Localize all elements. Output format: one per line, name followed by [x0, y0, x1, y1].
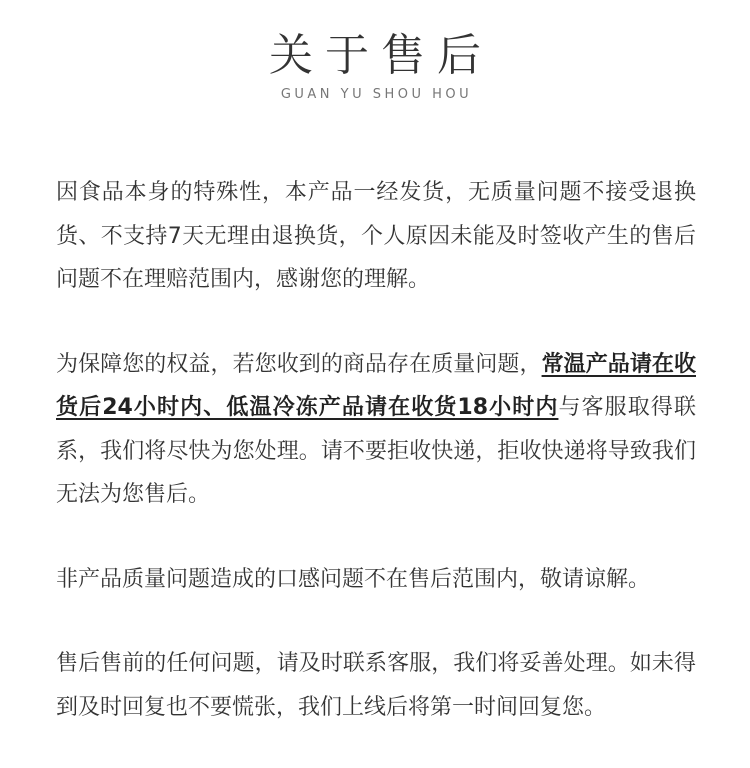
policy-paragraph-quality	[56, 343, 696, 517]
quality-text-after: 与客服取得联系，我们将尽快为您处理。请不要拒收快递，拒收快递将导致我们无法为您售后。	[56, 395, 696, 507]
after-sales-policy	[56, 171, 696, 729]
page-title: 关于售后	[269, 30, 493, 81]
page-subtitle: GUAN YU SHOU HOU	[280, 87, 473, 102]
policy-paragraph-contact: 售后售前的任何问题，请及时联系客服，我们将妥善处理。如未得到及时回复也不要慌张，我们上线后将第一时间回复您。	[56, 651, 696, 720]
page-header	[0, 28, 750, 104]
policy-paragraph-taste: 非产品质量问题造成的口感问题不在售后范围内，敬请谅解。	[56, 566, 651, 592]
contact-deadline-highlight: 常温产品请在收货后24小时内、低温冷冻产品请在收货18小时内	[56, 351, 696, 420]
policy-paragraph-returns: 因食品本身的特殊性，本产品一经发货，无质量问题不接受退换货、不支持7天无理由退换货，个人原因未能及时签收产生的售后问题不在理赔范围内，感谢您的理解。	[56, 180, 696, 292]
quality-text-before: 为保障您的权益，若您收到的商品存在质量问题，	[56, 351, 542, 377]
